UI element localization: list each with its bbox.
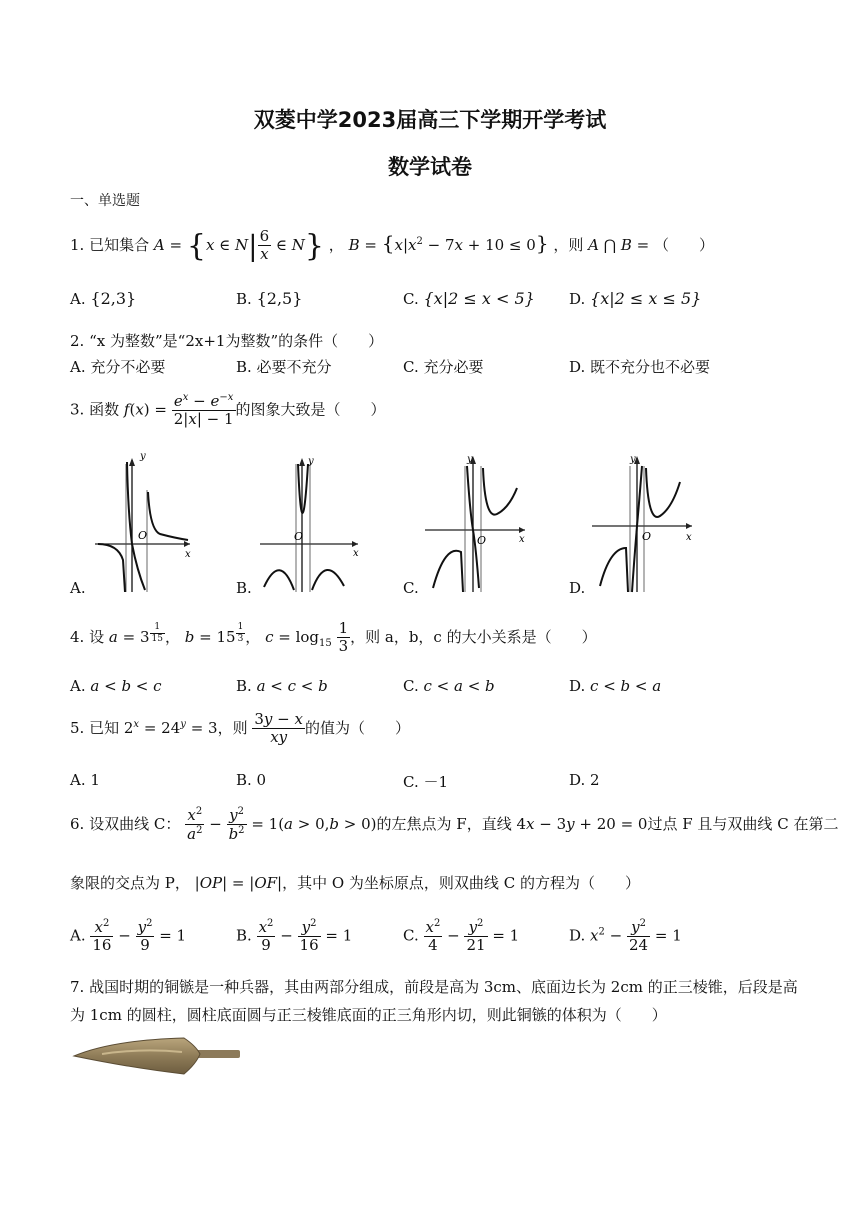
q3-option-b[interactable]: B. [236,579,252,597]
svg-text:O: O [294,530,304,543]
q1-set-b: $B = \{x|x^2 - 7x + 10 \le 0\}$ [348,230,549,255]
question-7: 7. 战国时期的铜镞是一种兵器，其由两部分组成，前段是高为 3cm、底面边长为 2cm 的正三棱锥，后段是高 [70,978,798,996]
svg-text:y: y [140,452,146,462]
q1-option-a[interactable]: A. {2,3} [70,289,137,308]
q2-text: “x 为整数”是“2x+1为整数”的条件（ ） [89,332,384,350]
q1-number: 1. [70,235,85,254]
q6-line-2: 象限的交点为 P， |OP| = |OF|，其中 O 为坐标原点，则双曲线 C 的方程为（ ） [70,874,640,892]
q2-option-c[interactable]: C. 充分必要 [403,358,484,376]
question-6: 6. 设双曲线 C： $\frac{x^2}{a^2}$ − $\frac{y^2}{b^2}$ = 1(a > 0,b > 0)的左焦点为 F，直线 4x − 3y + 20 = 0过点 F 且与双曲线 C 在第二 [70,806,839,844]
q1-option-b[interactable]: B. {2,5} [236,289,303,308]
graph-b[interactable] [260,456,359,592]
svg-text:y: y [308,456,314,467]
q2-option-a[interactable]: A. 充分不必要 [70,358,166,376]
q3-option-c[interactable]: C. [403,579,419,597]
q2-option-b[interactable]: B. 必要不充分 [236,358,332,376]
bronze-arrowhead-image [72,1034,242,1078]
q6-option-c[interactable]: C. $\frac{x^2}{4}$ − $\frac{y^2}{21}$ = 1 [403,918,520,955]
q3-option-d[interactable]: D. [569,579,586,597]
svg-text:x: x [519,534,525,545]
svg-text:y: y [467,454,473,465]
svg-text:O: O [642,530,652,543]
q4-option-d[interactable]: D. c < b < a [569,677,662,695]
graph-a[interactable] [95,452,191,592]
exam-title: 双菱中学2023届高三下学期开学考试 [253,108,607,132]
q4-option-c[interactable]: C. c < a < b [403,677,495,695]
q1-option-d[interactable]: D. {x|2 ≤ x ≤ 5} [569,289,702,308]
question-2: 2. “x 为整数”是“2x+1为整数”的条件（ ） [70,332,384,350]
q4-option-a[interactable]: A. a < b < c [70,677,162,695]
graph-d[interactable] [592,454,692,592]
section-heading: 一、单选题 [70,193,140,209]
svg-text:x: x [353,548,359,559]
question-4: 4. 设 a = 3 $^{\frac{1}{15}}$ ， b = 15 $^{\frac{1}{3}}$ ， $c = \log_{15}$ $\frac{1}{3}$ ，则 a，b，c 的大小关系是（ ） [70,619,597,656]
question-3: 3. 函数 f(x) = $\frac{e^x - e^{-x}}{2|x| - 1}$ 的图象大致是（ ） [70,392,386,429]
q1-set-a: A = {x ∈ N| $\frac{6}{x}$ ∈ N} [153,227,325,264]
exam-subtitle: 数学试卷 [388,155,472,179]
q4-option-b[interactable]: B. a < c < b [236,677,328,695]
q6-option-b[interactable]: B. $\frac{x^2}{9}$ − $\frac{y^2}{16}$ = 1 [236,918,353,955]
q5-option-b[interactable]: B. 0 [236,771,267,789]
q2-option-d[interactable]: D. 既不充分也不必要 [569,358,711,376]
q6-option-d[interactable]: D. $x^2$ − $\frac{y^2}{24}$ = 1 [569,918,682,955]
graph-c[interactable] [425,454,525,592]
svg-text:O: O [138,529,148,542]
svg-text:O: O [477,534,487,547]
question-5: 5. 已知 $2^x = 24^y = 3$，则 $\frac{3y - x}{xy}$ 的值为（ ） [70,710,410,747]
q5-option-d[interactable]: D. 2 [569,771,600,789]
q3-graphs [70,452,770,602]
q1-text-a: 已知集合 [89,235,150,254]
q5-option-a[interactable]: A. 1 [70,771,100,789]
q3-option-a[interactable]: A. [70,579,86,597]
svg-text:y: y [630,454,636,465]
question-1: 1. 已知集合 A = {x ∈ N| $\frac{6}{x}$ ∈ N} ， $B = \{x|x^2 - 7x + 10 \le 0\}$ ，则 A ⋂ B = （ ） [70,227,714,264]
q7-line-2: 为 1cm 的圆柱，圆柱底面圆与正三棱锥底面的正三角形内切，则此铜镞的体积为（ ） [70,1006,667,1024]
svg-text:x: x [686,532,692,543]
q5-option-c[interactable]: C. －1 [403,773,449,791]
q1-option-c[interactable]: C. {x|2 ≤ x < 5} [403,289,535,308]
svg-text:x: x [185,549,191,560]
q6-option-a[interactable]: A. $\frac{x^2}{16}$ − $\frac{y^2}{9}$ = 1 [70,918,187,955]
